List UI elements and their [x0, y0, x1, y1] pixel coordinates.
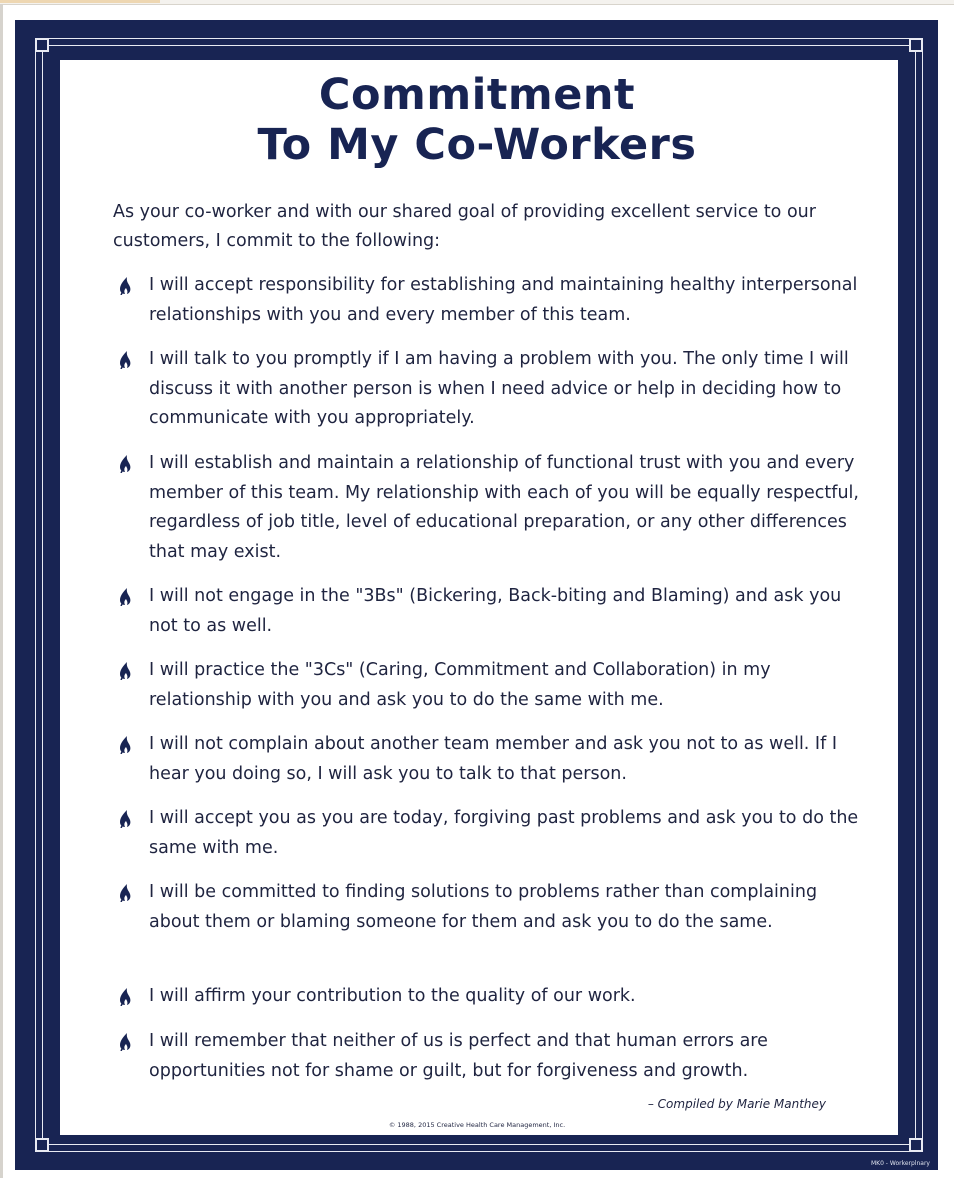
commitment-item	[113, 804, 861, 863]
commitment-item	[113, 878, 861, 937]
commitment-item-text: I will practice the "3Cs" (Caring, Commitment and Collaboration) in my relationship with you and ask you to do the same with me.	[149, 660, 771, 710]
poster-title	[0, 70, 954, 170]
commitment-item	[113, 656, 861, 715]
commitment-item	[113, 449, 861, 567]
top-edge-mark	[0, 0, 160, 3]
flame-bullet-icon	[117, 662, 133, 680]
commitment-item-text: I will not complain about another team member and ask you not to as well. If I hear you doing so, I will ask you to talk to that person.	[149, 734, 837, 784]
flame-bullet-icon	[117, 455, 133, 473]
intro-text: As your co-worker and with our shared goal of providing excellent service to our customers, I commit to the following:	[113, 202, 816, 251]
commitment-item	[113, 1027, 861, 1086]
title-line-1: Commitment	[318, 70, 636, 120]
commitment-item	[113, 730, 861, 789]
commitment-item-text: I will talk to you promptly if I am having a problem with you. The only time I will discuss it with another person is when I need advice or help in deciding how to communicate with you appropriately.	[149, 349, 849, 428]
flame-bullet-icon	[117, 884, 133, 902]
commitment-item	[113, 345, 861, 434]
attribution-text: – Compiled by Marie Manthey	[647, 1097, 826, 1111]
flame-bullet-icon	[117, 810, 133, 828]
commitment-item	[113, 582, 861, 641]
corner-ornament-top-right	[909, 38, 923, 52]
commitment-item-text: I will establish and maintain a relationship of functional trust with you and every member of this team. My relationship with each of you will be equally respectful, regardless of job title, level of educational preparation, or any other differences that may exist.	[149, 453, 859, 562]
flame-bullet-icon	[117, 588, 133, 606]
product-code: MK0 - Workerplnary	[870, 1160, 930, 1167]
commitment-item-text: I will be committed to finding solutions to problems rather than complaining about them or blaming someone for them and ask you to do the same.	[149, 882, 818, 932]
commitment-item-text: I will accept you as you are today, forgiving past problems and ask you to do the same with me.	[149, 808, 859, 858]
flame-bullet-icon	[117, 1033, 133, 1051]
flame-bullet-icon	[117, 277, 133, 295]
commitment-item-text: I will accept responsibility for establishing and maintaining healthy interpersonal relationships with you and every member of this team.	[149, 275, 858, 325]
commitment-item	[113, 982, 861, 1012]
title-line-2: To My Co-Workers	[257, 120, 697, 170]
flame-bullet-icon	[117, 736, 133, 754]
copyright-text: © 1988, 2015 Creative Health Care Management, Inc.	[388, 1121, 566, 1129]
commitment-item	[113, 271, 861, 330]
commitment-item-text: I will affirm your contribution to the quality of our work.	[149, 986, 636, 1006]
flame-bullet-icon	[117, 351, 133, 369]
flame-bullet-icon	[117, 988, 133, 1006]
commitment-item-text: I will remember that neither of us is perfect and that human errors are opportunities not for shame or guilt, but for forgiveness and growth.	[149, 1031, 768, 1081]
corner-ornament-top-left	[35, 38, 49, 52]
commitment-item-text: I will not engage in the "3Bs" (Bickering, Back-biting and Blaming) and ask you not to as well.	[149, 586, 842, 636]
top-edge-strip	[0, 0, 954, 5]
left-edge-rule	[0, 4, 3, 1178]
corner-ornament-bottom-right	[909, 1138, 923, 1152]
corner-ornament-bottom-left	[35, 1138, 49, 1152]
